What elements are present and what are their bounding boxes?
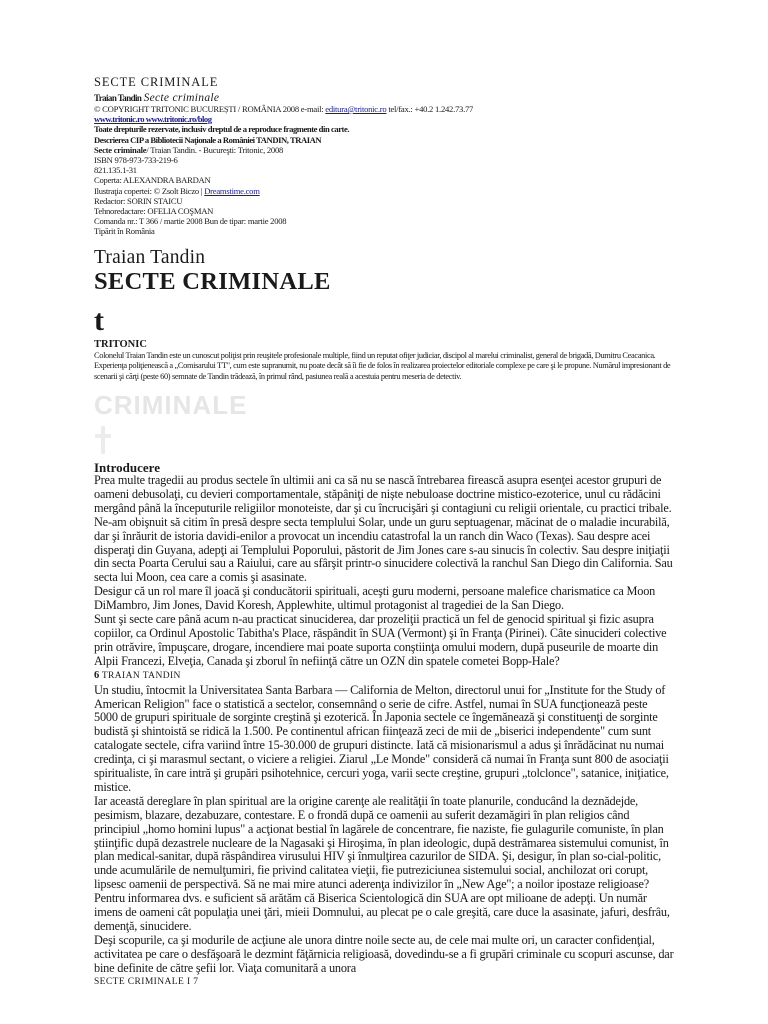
paragraph: Deşi scopurile, ca şi modurile de acţiune ale unora dintre noile secte au, de cele mai multe ori, un caracter confidenţial, activitatea pe care o desfăşoară le dezmint făţărnicia religioasă, dovedindu-se a fi grupări criminale cu scopuri ascunse, dar bine definite de către şefii lor. Viaţa comunitară a unora xyxy=(94,932,674,975)
paragraph: Sunt şi secte care până acum n-au practicat sinuciderea, dar prozeliţii practică un fel de genocid spiritual şi fizic asupra copiilor, ca Ordinul Apostolic Tabitha's Place, răspândit în SUA (Vermont) şi în Franţa (Pirinei). Câte sinucideri colective prin otrăvire, împuşcare, drogare, incendiere mai poate suporta conştiinţa omului modern, după puseurile de moarte din Alpii Francezi, Elveţia, Canada şi zborul în nefiinţă către un OZN din spatele cometei Bopp-Hale? xyxy=(94,612,667,668)
book-title-italic: Secte criminale xyxy=(143,92,220,104)
section-heading: Introducere xyxy=(94,460,160,475)
body-text xyxy=(94,474,674,990)
cip-title-bold: Secte criminale xyxy=(94,144,147,155)
paragraph: Prea multe tragedii au produs sectele în ultimii ani ca să nu se nască întrebarea firească asupra esenţei acestor grupuri de oameni debusolaţi, cu devieri comportamentale, stăpâniţi de niște nebuloase doctrine mistico-ezoterice, unul cu rădăcini mergând până la începuturile religiilor monoteiste, dar şi cu încrucişări şi contagiuni cu religii orientale, cu practici tribale. xyxy=(94,473,672,515)
author-name-bold: Traian Tandin xyxy=(94,93,142,103)
cross-icon xyxy=(94,426,112,454)
publisher-logo-letter: t xyxy=(94,303,104,337)
email-link[interactable]: editura@tritonic.ro xyxy=(325,104,387,114)
copyright-suffix: tel/fax.: +40.2 1.242.73.77 xyxy=(386,104,474,114)
editor-credit: Redactor: SORIN STAICU xyxy=(94,195,183,206)
running-header-text: TRAIAN TANDIN xyxy=(99,670,181,681)
header-title: SECTE CRIMINALE xyxy=(94,75,219,89)
typesetting-credit: Tehnoredactare: OFELIA COŞMAN xyxy=(94,206,214,217)
page-number: 6 xyxy=(94,669,100,681)
paragraph: Un studiu, întocmit la Universitatea Santa Barbara — California de Melton, directorul unui for „Institute for the Study of American Religion" face o statistică a sectelor, consemnând o serie de cifre. Astfel, numai în SUA funcţionează peste 5000 de grupuri spirituale de sorginte creştină şi ezoterică. În Japonia sectele ce îngemănează şi constituenţi de sorginte budistă şi shintoistă se ridică la 1.500. Pe continentul african fiinţează zeci de mii de „biserici independente" cum sunt catalogate sectele, cifra variind între 15-30.000 de grupuri distincte. Iată că misionarismul a adus şi înrădăcinat nu numai credinţa, ci şi marasmul sectant, o viciere a religiei. Ziarul „Le Monde" consideră că numai în Franţa sunt 800 de asociaţii spiritualiste, în care intră şi grupări psihotehnice, cercuri yoga, varii secte creştine, grupuri „tolclonce", satanice, iniţiatice, mistice. xyxy=(94,682,669,794)
isbn-line: ISBN 978-973-733-219-6 xyxy=(94,155,178,166)
author-line xyxy=(94,93,684,104)
copyright-prefix: © COPYRIGHT TRITONIC BUCUREȘTI / ROMÂNIA 2008 e-mail: xyxy=(94,104,326,114)
paragraph: Ne-am obişnuit să citim în presă despre secta templului Solar, unde un guru septuagenar, măcinat de o maladie incurabilă, dar şi înrăurit de istoria davidi-enilor a provocat un incendiu catastrofal la un ranch din Waco (Texas). Sau despre acei disperaţi din Guyana, adepţi ai Templului Poporului, păstorit de Jim Jones care s-au sinucis în colectiv. Sau despre iniţiaţii din secta Poarta Cerului sau a Raiului, care au sfârşit printr-o sinucidere colectivă la ranchul San Diego din California. Sau secta lui Moon, cea care a comis şi asasinate. xyxy=(94,514,673,585)
author-blurb: Colonelul Traian Tandin este un cunoscut poliţist prin reuşitele profesionale multiple, fiind un reputat ofiţer judiciar, discipol al marelui criminalist, general de brigadă, Dumitru Ceacanica. Experienţa poliţienească a „Comisarului TT", cum este supranumit, nu poate decât să îi fie de folos în realizarea proiectelor editoriale complexe pe care şi le propune. Numărul impresionant de scenarii şi cărţi (peste 60) semnate de Tandin trădează, în primul rând, pasiunea reală a acestuia pentru meseria de detectiv. xyxy=(94,350,671,382)
title-page-title: SECTE CRIMINALE xyxy=(94,267,331,295)
watermark-text: CRIMINALE xyxy=(94,390,248,420)
printed-line: Tipărit în România xyxy=(94,226,155,237)
paragraph: Desigur că un rol mare îl joacă şi conducătorii spirituali, aceşti guru moderni, persoane malefice charismatice ca Moon DiMambro, Jim Jones, David Koresh, Applewhite, ultimul protagonist al tragediei de la San Diego. xyxy=(94,584,656,613)
publisher-name: TRITONIC xyxy=(94,338,147,350)
illustration-prefix: Ilustraţia copertei: © Zsolt Biczo | xyxy=(94,185,205,196)
cip-line: Descrierea CIP a Bibliotecii Naţionale a României TANDIN, TRAIAN xyxy=(94,134,322,145)
udc-line: 821.135.1-31 xyxy=(94,165,137,176)
cip-title-rest: / Traian Tandin. - Bucureşti: Tritonic, 2008 xyxy=(146,144,284,155)
copyright-line xyxy=(94,104,684,114)
dreamstime-link[interactable]: Dreamstime.com xyxy=(204,185,260,196)
website-links[interactable]: www.tritonic.ro www.tritonic.ro/blog xyxy=(94,114,212,125)
title-page-author: Traian Tandin xyxy=(94,246,206,268)
illustration-credit xyxy=(94,186,684,196)
websites-line xyxy=(94,114,684,124)
order-line: Comanda nr.: T 366 / martie 2008 Bun de tipar: martie 2008 xyxy=(94,216,287,227)
document-page xyxy=(94,76,684,383)
running-footer: SECTE CRIMINALE I 7 xyxy=(94,976,199,987)
paragraph: Iar această dereglare în plan spiritual are la origine carenţe ale realităţii în toate planurile, conducând la deznădejde, pesimism, blazare, dezabuzare, contestare. E o frondă după ce oamenii au suferit dezamăgiri în plan religios când principiul „homo homini lupus" a acţionat bestial în lagărele de concentrare, fie naziste, fie gulagurile comuniste, în plan ştiinţific după dezastrele nucleare de la Nagasaki şi Hiroşima, în plan ideologic, după destrămarea sistemului comunist, în plan medical-sanitar, după răspândirea virusului HIV şi înmulţirea cazurilor de SIDA. Şi, desigur, în plan so-cial-politic, unde acumulările de nemulţumiri, fie privind calitatea vieţii, fie putreziciunea sistemului social, anchilozat ori corupt, lipsesc oamenii de perspectivă. Să ne mai mire atunci aderenţa indivizilor în „New Age"; a noilor ipostaze religioase? Pentru informarea dvs. e suficient să arătăm că Biserica Scientologică din SUA are opt milioane de adepţi. Un număr imens de oameni cât populaţia unei ţări, mieii Domnului, au plecat pe o cale greşită, care duce la asasinate, jafuri, desfrâu, demenţă, sinucidere. xyxy=(94,793,670,933)
cover-credit: Coperta: ALEXANDRA BARDAN xyxy=(94,175,211,186)
rights-line: Toate drepturile rezervate, inclusiv dreptul de a reproduce fragmente din carte. xyxy=(94,124,350,135)
cip-title-line xyxy=(94,145,684,155)
running-header xyxy=(94,669,674,684)
cover-watermark-image xyxy=(94,392,294,462)
